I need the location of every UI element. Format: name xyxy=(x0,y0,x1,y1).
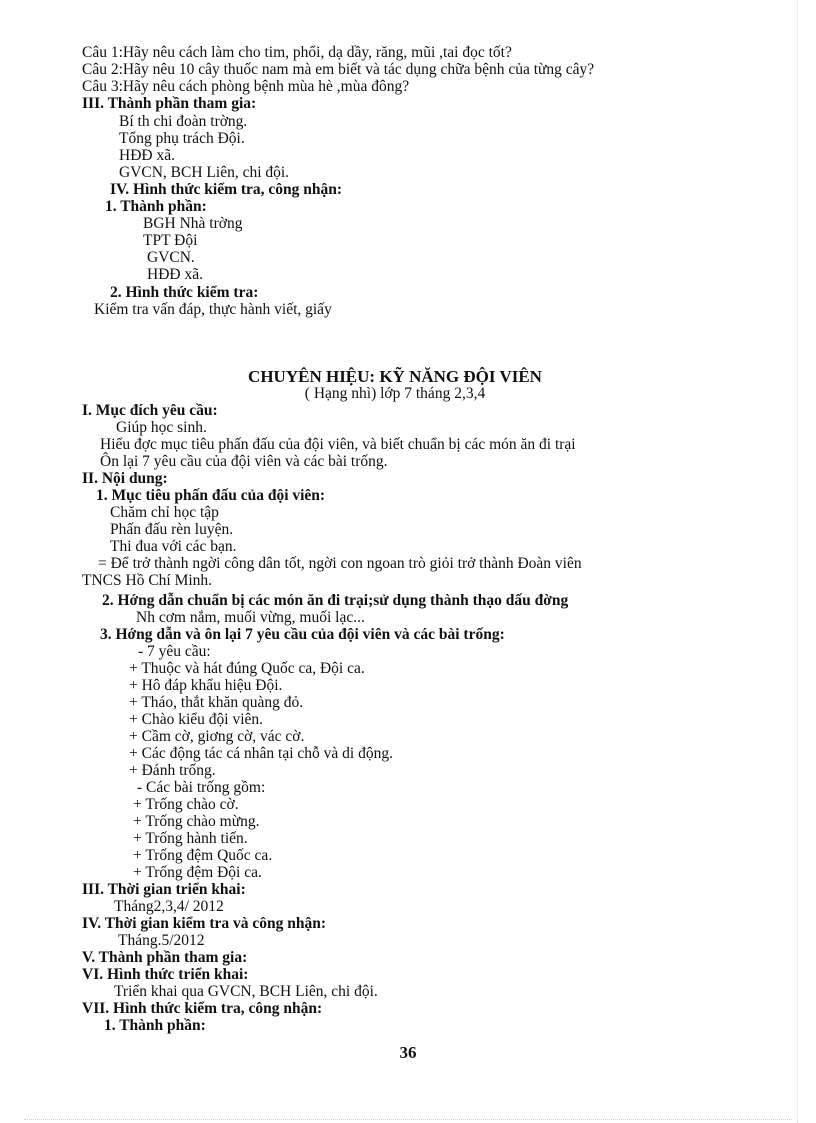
section-4-heading: IV. Hình thức kiểm tra, công nhận: xyxy=(110,181,343,198)
member-item: TPT Đội xyxy=(143,232,198,249)
goal-line: = Để trở thành ngời công dân tốt, ngời con ngoan trò giỏi trở thành Đoàn viên xyxy=(98,555,582,572)
purpose-line: Ôn lại 7 yêu cầu của đội viên và các bài trống. xyxy=(100,453,388,470)
page-number: 36 xyxy=(399,1043,417,1062)
camping-food-heading: 2. Hớng dẫn chuẩn bị các món ăn đi trại;sử dụng thành thạo dấu đờng xyxy=(102,592,569,609)
requirements-heading: 3. Hớng dẫn và ôn lại 7 yêu cầu của đội viên và các bài trống: xyxy=(100,626,505,643)
goal-line: TNCS Hồ Chí Minh. xyxy=(82,572,213,589)
goal-line: Phấn đấu rèn luyện. xyxy=(110,521,234,538)
drum-item: + Trống đệm Đội ca. xyxy=(133,864,262,881)
chuyen-hieu-subtitle: ( Hạng nhì) lớp 7 tháng 2,3,4 xyxy=(304,385,486,402)
section-1-heading: I. Mục đích yêu cầu: xyxy=(82,402,218,419)
section-2-heading: II. Nội dung: xyxy=(82,470,168,487)
timeline-text: Tháng2,3,4/ 2012 xyxy=(114,898,224,915)
goal-line: Thi đua với các bạn. xyxy=(110,538,237,555)
requirement-item: + Đánh trống. xyxy=(129,762,216,779)
certification-heading: VII. Hình thức kiểm tra, công nhận: xyxy=(82,1000,323,1017)
participant-item: HĐĐ xã. xyxy=(119,147,175,164)
requirements-intro: - 7 yêu cầu: xyxy=(138,643,211,660)
deployment-text: Triển khai qua GVCN, BCH Liên, chi đội. xyxy=(114,983,378,1000)
participant-item: Tổng phụ trách Đội. xyxy=(119,130,245,147)
page-edge-dotted-line xyxy=(797,0,798,1123)
purpose-line: Giúp học sinh. xyxy=(116,419,207,436)
page-bottom-dotted-line xyxy=(24,1119,792,1120)
check-time-heading: IV. Thời gian kiểm tra và công nhận: xyxy=(82,915,327,932)
requirement-item: + Chào kiểu đội viên. xyxy=(129,711,264,728)
question-1: Câu 1:Hãy nêu cách làm cho tim, phổi, dạ dầy, răng, mũi ,tai đọc tốt? xyxy=(82,44,512,61)
chuyen-hieu-title: CHUYÊN HIỆU: KỸ NĂNG ĐỘI VIÊN xyxy=(248,367,542,386)
requirement-item: + Các động tác cá nhân tại chỗ và di động. xyxy=(129,745,393,762)
timeline-heading: III. Thời gian triển khai: xyxy=(82,881,246,898)
participant-item: Bí th chi đoàn trờng. xyxy=(119,113,248,130)
question-3: Câu 3:Hãy nêu cách phòng bệnh mùa hè ,mùa đông? xyxy=(82,78,410,95)
drum-item: + Trống hành tiến. xyxy=(133,830,248,847)
drum-item: + Trống chào cờ. xyxy=(133,796,239,813)
drum-item: + Trống đệm Quốc ca. xyxy=(133,847,273,864)
requirement-item: + Thuộc và hát đúng Quốc ca, Đội ca. xyxy=(129,660,365,677)
requirement-item: + Cầm cờ, giơng cờ, vác cờ. xyxy=(129,728,305,745)
check-method-text: Kiểm tra vấn đáp, thực hành viết, giấy xyxy=(94,301,332,318)
question-2: Câu 2:Hãy nêu 10 cây thuốc nam mà em biết và tác dụng chữa bệnh của từng cây? xyxy=(82,61,595,78)
subsection-2-heading: 2. Hình thức kiểm tra: xyxy=(110,284,259,301)
member-item: BGH Nhà trờng xyxy=(143,215,243,232)
member-item: HĐĐ xã. xyxy=(147,266,203,283)
goal-line: Chăm chỉ học tập xyxy=(110,504,219,521)
purpose-line: Hiểu đợc mục tiêu phấn đấu của đội viên, và biết chuẩn bị các món ăn đi trại xyxy=(100,436,576,453)
participants-heading: V. Thành phần tham gia: xyxy=(82,949,248,966)
section-3-heading: III. Thành phần tham gia: xyxy=(82,95,257,112)
camping-food-text: Nh cơm nắm, muối vừng, muối lạc... xyxy=(136,609,365,626)
certification-members-heading: 1. Thành phần: xyxy=(104,1017,206,1034)
subsection-1-heading: 1. Thành phần: xyxy=(105,198,207,215)
deployment-heading: VI. Hình thức triển khai: xyxy=(82,966,249,983)
goal-heading: 1. Mục tiêu phấn đấu của đội viên: xyxy=(96,487,326,504)
requirement-item: + Tháo, thắt khăn quàng đỏ. xyxy=(129,694,304,711)
participant-item: GVCN, BCH Liên, chi đội. xyxy=(119,164,290,181)
check-time-text: Tháng.5/2012 xyxy=(118,932,205,949)
drum-item: + Trống chào mừng. xyxy=(133,813,260,830)
requirement-item: + Hô đáp khẩu hiệu Đội. xyxy=(129,677,283,694)
member-item: GVCN. xyxy=(147,249,195,266)
drums-intro: - Các bài trống gồm: xyxy=(137,779,266,796)
